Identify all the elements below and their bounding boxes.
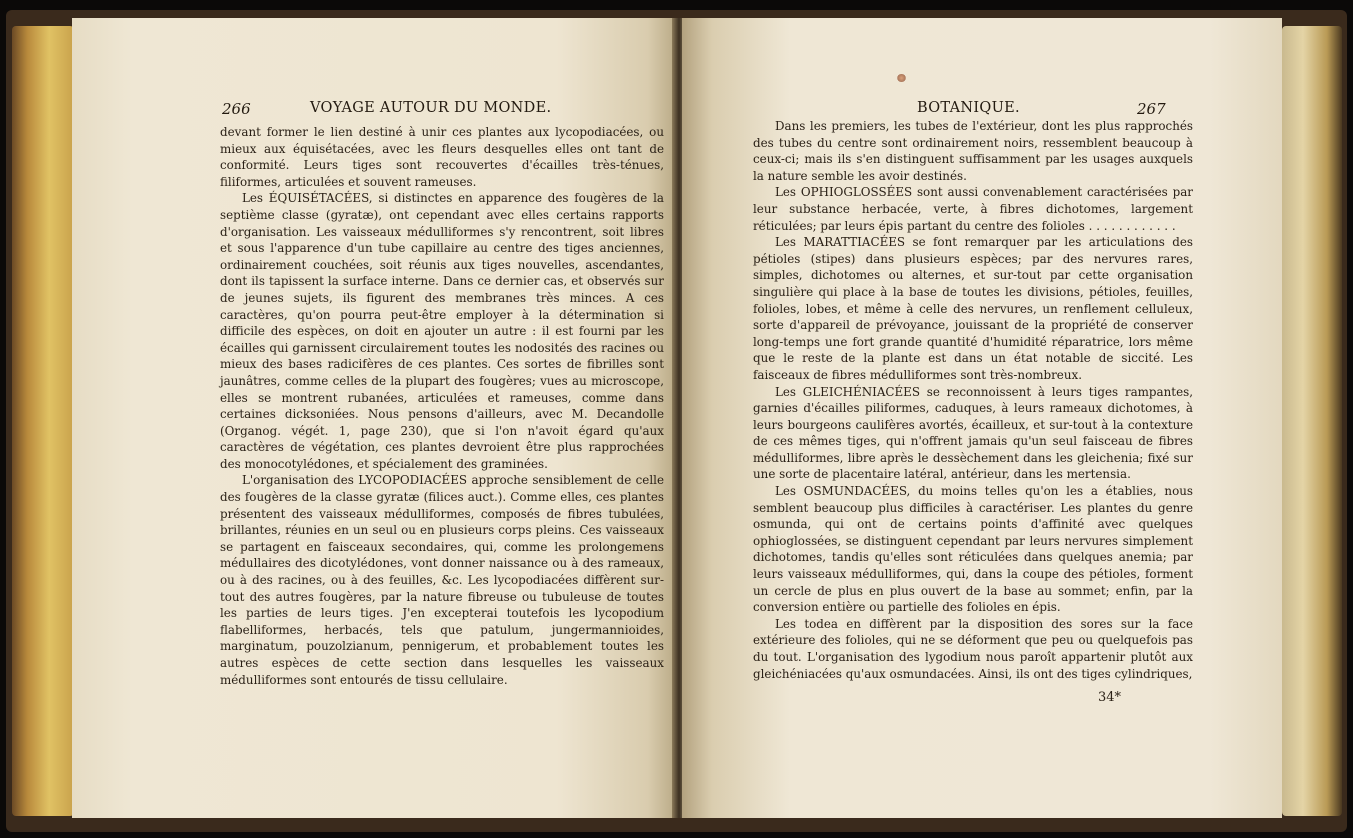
left-body-text <box>220 124 664 688</box>
right-paragraph-3: Les MARATTIACÉES se font remarquer par les articulations des pétioles (stipes) dans plusieurs espèces; par des nervures rares, simples, dichotomes ou alternes, et sur-tout par cette organisation singulière qui place à la base de toutes les divisions, pétioles, feuilles, folioles, lobes, et même à celle des nervures, un renflement celluleux, sorte d'appareil de prévoyance, jouissant de la propriété de conserver long-temps une fort grande quantité d'humidité réparatrice, lors même que le reste de la plante est dans un état notable de siccité. Les faisceaux de fibres médulliformes sont très-nombreux. <box>753 235 1193 382</box>
right-paragraph-1: Dans les premiers, les tubes de l'extérieur, dont les plus rapprochés des tubes du centre sont ordinairement noirs, ressemblent beaucoup à ceux-ci; mais ils s'en distinguent suffisamment par les usages auxquels la nature semble les avoir destinés. <box>753 119 1193 183</box>
right-running-head: BOTANIQUE. <box>917 100 1020 116</box>
right-page <box>682 18 1282 818</box>
right-page-number: 267 <box>1137 100 1166 118</box>
right-body-text <box>753 118 1193 682</box>
signature-mark: 34* <box>1098 690 1122 705</box>
left-paragraph-3: L'organisation des LYCOPODIACÉES approche sensiblement de celle des fougères de la classe gyratæ (filices auct.). Comme elles, ces plantes présentent des vaisseaux médulliformes, composés de fibres tubulées, brillantes, réunies en un seul ou en plusieurs corps pleins. Ces vaisseaux se partagent en faisceaux secondaires, qui, comme les prolongemens médullaires des dicotylédones, vont donner naissance ou à des rameaux, ou à des racines, ou à des feuilles, &c. Les lycopodiacées diffèrent sur-tout des autres fougères, par la nature fibreuse ou tubuleuse de toutes les parties de leurs tiges. J'en excepterai toutefois les lycopodium flabelliformes, herbacés, tels que patulum, jungermannioides, marginatum, pouzolzianum, pennigerum, et probablement toutes les autres espèces de cette section dans lesquelles les vaisseaux médulliformes sont entourés de tissu cellulaire. <box>220 473 664 687</box>
right-paragraph-2: Les OPHIOGLOSSÉES sont aussi convenablement caractérisées par leur substance herbacée, verte, à fibres dichotomes, largement réticulées; par leurs épis partant du centre des folioles . . . . . . . . . . . . <box>753 185 1193 233</box>
right-paragraph-4: Les GLEICHÉNIACÉES se reconnoissent à leurs tiges rampantes, garnies d'écailles piliformes, caduques, à leurs rameaux dichotomes, à leurs bourgeons caulifères avortés, écailleux, et sur-tout à la contexture de ces mêmes tiges, qui n'offrent jamais qu'un seul faisceau de fibres médulliformes, libre après le dessèchement dans les gleichenia; fixé sur une sorte de placentaire latéral, antérieur, dans les mertensia. <box>753 384 1193 482</box>
left-page <box>72 18 678 818</box>
right-paragraph-6: Les todea en diffèrent par la disposition des sores sur la face extérieure des folioles, qui ne se déforment que peu ou quelquefois pas du tout. L'organisation des lygodium nous paroît appartenir plutôt aux gleichéniacées qu'aux osmundacées. Ainsi, ils ont des tiges cylindriques, <box>753 616 1193 681</box>
right-paragraph-5: Les OSMUNDACÉES, du moins telles qu'on les a établies, nous semblent beaucoup plus difficiles à caractériser. Les plantes du genre osmunda, qui ont de certains points d'affinité avec quelques ophioglossées, se distinguent cependant par leurs nervures simplement dichotomes, tandis qu'elles sont réticulées dans quelques anemia; par leurs vaisseaux médulliformes, qui, dans la coupe des pétioles, forment un cercle de plus en plus ouvert de la base au sommet; enfin, par la conversion entière ou partielle des folioles en épis. <box>753 484 1193 615</box>
left-page-edges <box>12 26 74 816</box>
left-running-head: VOYAGE AUTOUR DU MONDE. <box>310 100 552 116</box>
ornament-mark <box>897 74 906 82</box>
left-paragraph-2: Les ÉQUISÉTACÉES, si distinctes en apparence des fougères de la septième classe (gyratæ), ont cependant avec elles certains rapports d'organisation. Les vaisseaux médulliformes s'y rencontrent, soit libres et sous l'apparence d'un tube capillaire au centre des tiges anciennes, ordinairement couchées, soit réunis aux tiges nouvelles, ascendantes, dont ils tapissent la surface interne. Dans ce dernier cas, et observés sur de jeunes sujets, ils figurent des membranes très minces. A ces caractères, qu'on pourra peut-être employer à la détermination si difficile des espèces, on doit en ajouter un autre : il est fourni par les écailles qui garnissent circulairement toutes les nodosités des racines ou mieux des bases radicifères de ces plantes. Ces sortes de fibrilles sont jaunâtres, comme celles de la plupart des fougères; vues au microscope, elles se montrent rubanées, articulées et rameuses, comme dans certaines dicksoniées. Nous pensons d'ailleurs, avec M. Decandolle (Organog. végét. 1, page 230), que si l'on n'avoit égard qu'aux caractères de végétation, ces plantes devroient être plus rapprochées des monocotylédones, et spécialement des graminées. <box>220 191 664 471</box>
left-page-number: 266 <box>222 100 251 118</box>
left-paragraph-1: devant former le lien destiné à unir ces plantes aux lycopodiacées, ou mieux aux équisétacées, avec les fleurs desquelles elles ont tant de conformité. Leurs tiges sont recouvertes d'écailles très-ténues, filiformes, articulées et souvent rameuses. <box>220 125 664 189</box>
right-page-edges <box>1282 26 1342 816</box>
